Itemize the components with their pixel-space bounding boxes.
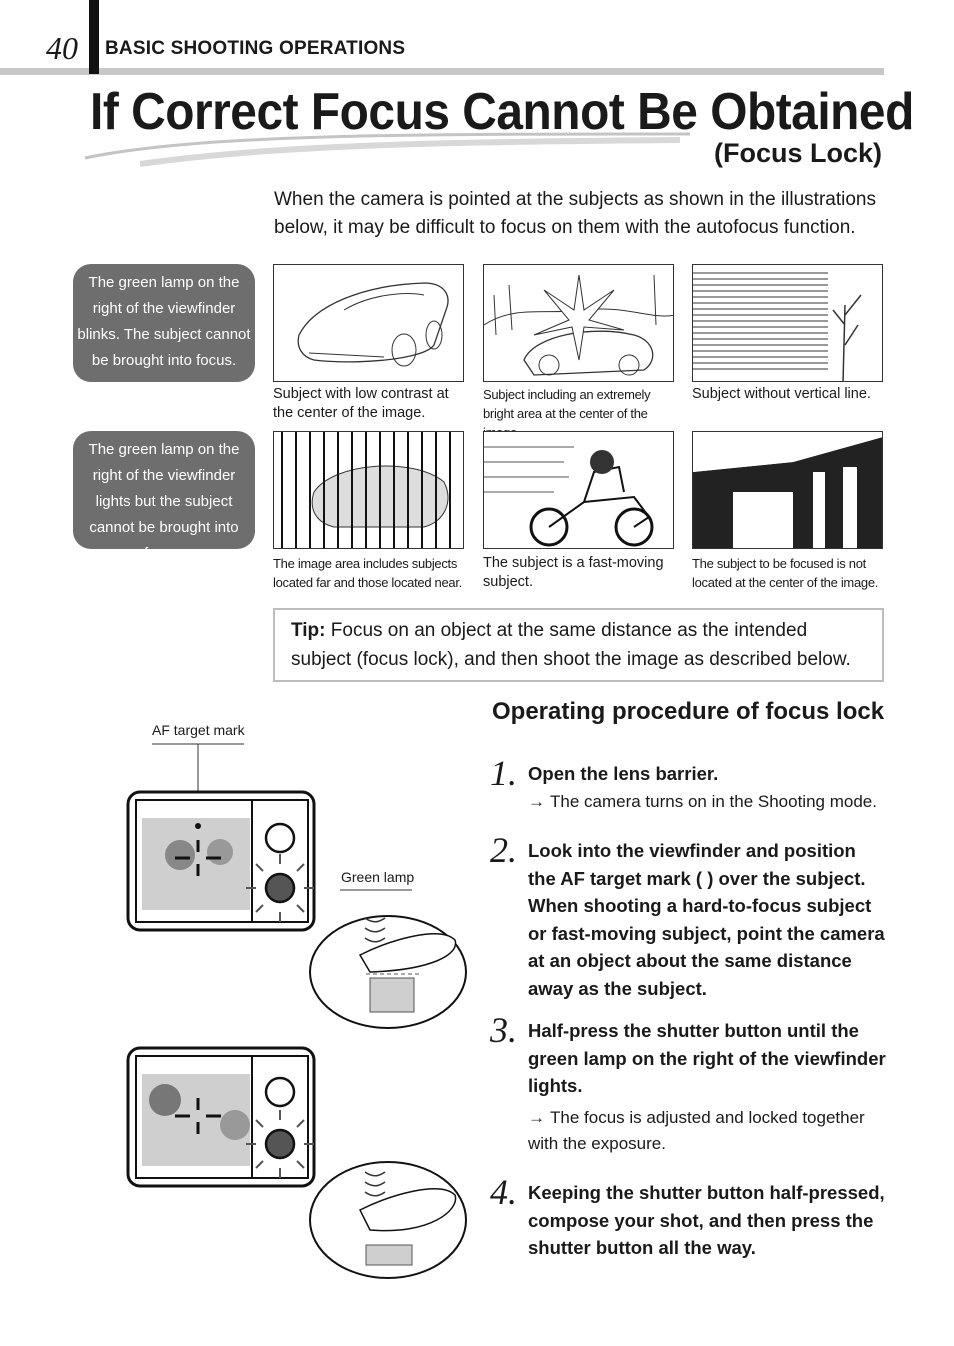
illustration-bright-area [483, 264, 674, 382]
caption-fast-moving: The subject is a fast-moving subject. [483, 555, 664, 590]
illustration-low-contrast [273, 264, 464, 382]
step-number: 3. [490, 1010, 517, 1050]
step-text: Look into the viewfinder and position the AF target mark ( ) over the subject. When shooting a hard-to-focus subject or fast-moving subject, point the camera at an object about the same distance away as the subject. [528, 840, 885, 999]
tip-text: Focus on an object at the same distance as the intended subject (focus lock), and then shoot the image as described below. [291, 620, 851, 670]
tip-box [273, 608, 884, 682]
viewfinder-diagram [120, 740, 480, 1300]
arrow-right-icon: → [528, 792, 545, 811]
caption-far-near: The image area includes subjects located far and those located near. [273, 556, 462, 590]
section-title: BASIC SHOOTING OPERATIONS [105, 38, 406, 59]
step-1 [490, 753, 890, 840]
tip-label: Tip: [291, 620, 326, 641]
illustration-far-near [273, 431, 464, 549]
step-4 [490, 1172, 890, 1269]
step-text: Open the lens barrier. [528, 763, 719, 784]
step-3 [490, 1010, 890, 1167]
page-title: If Correct Focus Cannot Be Obtained [90, 83, 914, 141]
title-swoosh [80, 128, 700, 172]
step-number: 1. [490, 753, 517, 793]
header-divider [89, 0, 99, 74]
illustration-no-vertical [692, 264, 883, 382]
step-2 [490, 830, 890, 1007]
page-subtitle: (Focus Lock) [713, 138, 882, 168]
step-text: Half-press the shutter button until the green lamp on the right of the viewfinder lights. [528, 1020, 886, 1096]
step-note: → The focus is adjusted and locked together with the exposure. [528, 1105, 888, 1157]
caption-off-center: The subject to be focused is not located at the center of the image. [692, 556, 879, 590]
illustration-off-center [692, 431, 883, 549]
step-note: → The camera turns on in the Shooting mode. [528, 789, 888, 815]
green-lamp-label: Green lamp [341, 869, 415, 885]
caption-low-contrast: Subject with low contrast at the center of the image. [273, 386, 449, 421]
arrow-right-icon: → [528, 1108, 545, 1127]
caption-bright-area: Subject including an extremely bright area at the center of the [483, 387, 651, 421]
page-number: 40 [46, 30, 78, 66]
header-bar [0, 68, 884, 75]
condition-lights: The green lamp on the right of the viewfinder lights but the subject cannot be brought into focus. [73, 431, 255, 549]
condition-blinks: The green lamp on the right of the viewfinder blinks. The subject cannot be brought into focus. [73, 264, 255, 382]
step-number: 2. [490, 830, 517, 870]
procedure-title: Operating procedure of focus lock [492, 698, 885, 725]
af-target-label: AF target mark [152, 722, 245, 738]
step-text: Keeping the shutter button half-pressed, compose your shot, and then press the shutter button all the way. [528, 1182, 885, 1258]
intro-paragraph: When the camera is pointed at the subjects as shown in the illustrations below, it may be difficult to focus on them with the autofocus function. [274, 189, 876, 238]
step-number: 4. [490, 1172, 517, 1212]
caption-no-vertical: Subject without vertical line. [692, 386, 871, 402]
illustration-fast-moving [483, 431, 674, 549]
